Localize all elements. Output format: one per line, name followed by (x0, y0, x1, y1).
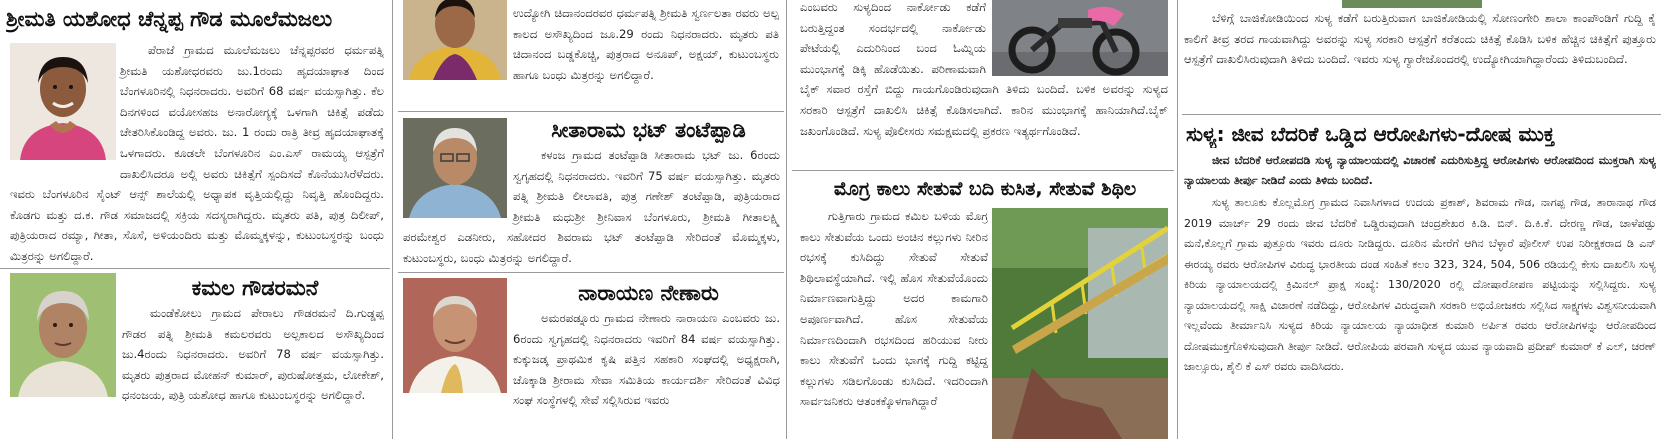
bridge-news-body (800, 206, 988, 439)
portrait-photo-kamala (10, 273, 116, 397)
obituary-text-narayana: ಅಮರಪಡ್ನೂರು ಗ್ರಾಮದ ನೇಣಾರು ನಾರಾಯಣ ಎಂಬವರು ಜು. 6ರಂದು ಸ್ವಗೃಹದಲ್ಲಿ ನಿಧನರಾದರು ಇವರಿಗೆ 84 ವರ್ಷ ವಯಸ್ಸಾಗಿತ್ತು. ಕುಕ್ಕುಜಡ್ಕ ಪ್ರಾಥಮಿಕ ಕೃಷಿ ಪತ್ತಿನ ಸಹಕಾರಿ ಸಂಘದಲ್ಲಿ ಅಧ್ಯಕ್ಷರಾಗಿ, ಚೊಕ್ಕಾಡಿ ಶ್ರೀರಾಮ ಸೇವಾ ಸಮಿತಿಯ ಕಾರ್ಯದರ್ಶಿ ಸೇರಿದಂತೆ ವಿವಿಧ ಸಂಘ ಸಂಸ್ಥೆಗಳಲ್ಲಿ ಸೇವೆ ಸಲ್ಲಿಸಿರುವ ಇವರು (513, 311, 780, 408)
column-3 (792, 0, 1174, 439)
obituary-text-yashodha: ಪೆರಾಜೆ ಗ್ರಾಮದ ಮೂಲೆಮಜಲು ಚೆನ್ನಪ್ಪರವರ ಧರ್ಮಪತ್ನಿ ಶ್ರೀಮತಿ ಯಶೋಧರವರು ಜು.1ರಂದು ಹೃದಯಾಘಾತ ದಿಂದ ಬೆಂಗಳೂರಿನಲ್ಲಿ ನಿಧನರಾದರು. ಅವರಿಗೆ 68 ವರ್ಷ ವಯಸ್ಸಾಗಿತ್ತು. ಕೆಲ ದಿನಗಳಿಂದ ವಯೋಸಹಜ ಅನಾರೋಗ್ಯಕ್ಕೆ ಒಳಗಾಗಿ ಚಿಕಿತ್ಸೆ ಪಡೆದು ಚೇತರಿಸಿಕೊಂಡಿದ್ದ ಅವರು. ಜು. 1 ರಂದು ರಾತ್ರಿ ತೀವ್ರ ಹೃದಯಾಘಾತಕ್ಕೆ ಒಳಗಾದರು. ಕೂಡಲೇ ಬೆಂಗಳೂರಿನ ಎಂ.ಎಸ್ ರಾಮಯ್ಯ ಆಸ್ಪತ್ರೆಗೆ ದಾಖಲಿಸಿದರೂ ಅಲ್ಲಿ ಅವರು ಚಿಕಿತ್ಸೆಗೆ ಸ್ಪಂದಿಸದೆ ಕೊನೆಯುಸಿರೆಳೆದರು. ಇವರು ಬೆಂಗಳೂರಿನ ಸೈಂಟ್ ಆನ್ಸ್ ಶಾಲೆಯಲ್ಲಿ ಅಧ್ಯಾಪಕ ವೃತ್ತಿಯಲ್ಲಿದ್ದು ನಿವೃತ್ತಿ ಹೊಂದಿದ್ದರು. ಕೊಡಗು ಮತ್ತು ದ.ಕ. ಗೌಡ ಸಮಾಜದಲ್ಲಿ ಸಕ್ರಿಯ ಸದಸ್ಯರಾಗಿದ್ದರು. ಮೃತರು ಪತಿ, ಪುತ್ರ ದಿಲೀಪ್, ಪುತ್ರಿಯರಾದ ರಮ್ಯಾ, ಗೀತಾ, ಸೊಸೆ, ಅಳಿಯಂದಿರು ಮತ್ತು ಮೊಮ್ಮಕ್ಕಳನ್ನು, ಕುಟುಂಬಸ್ಥರನ್ನು ಬಂಧು ಮಿತ್ರರನ್ನು ಅಗಲಿದ್ದಾರೆ. (10, 43, 384, 263)
column-1 (0, 0, 390, 439)
obituary-headline-seetharama: ಸೀತಾರಾಮ ಭಟ್ ತಂಟೆಪ್ಪಾಡಿ (551, 118, 746, 142)
photo-wrap-spacer (986, 0, 1168, 77)
photo-wrap-spacer (10, 40, 120, 164)
divider (398, 272, 784, 273)
portrait-photo-swarnalatha (403, 0, 507, 80)
obituary-body-kamala (122, 303, 384, 439)
elderly-woman-portrait-icon (10, 273, 116, 397)
column-2 (398, 0, 784, 439)
obituary-text-swarnalatha: ಉದ್ಯೋಗಿ ಚಿದಾನಂದರವರ ಧರ್ಮಪತ್ನಿ ಶ್ರೀಮತಿ ಸ್ವರ್ಣಲತಾ ರವರು ಅಲ್ಪ ಕಾಲದ ಅಸೌಖ್ಯದಿಂದ ಜೂ.29 ರಂದು ನಿಧನರಾದರು. ಮೃತರು ಪತಿ ಚಿದಾನಂದ ಬಡ್ಡಕೊಚ್ಚಿ, ಪುತ್ರರಾದ ಅನೂಪ್, ಅಕ್ಷಯ್, ಕುಟುಂಬಸ್ಥರು ಹಾಗೂ ಬಂಧು ಮಿತ್ರರನ್ನು ಅಗಲಿದ್ದಾರೆ. (513, 6, 779, 82)
woman-portrait-icon (403, 0, 507, 80)
accident-report-body (800, 0, 1168, 163)
road-accident-text: ಬೆಳಿಗ್ಗೆ ಬಾಜಿಕೋಡಿಯಿಂದ ಸುಳ್ಯ ಕಡೆಗೆ ಬರುತ್ತಿರುವಾಗ ಬಾಜಿಕೋಡಿಯಲ್ಲಿ ಸೋಣಂಗೇರಿ ಶಾಲಾ ಕಾಂಪೌಂಡಿಗೆ ಗುದ್ದಿ ಕೈ ಕಾಲಿಗೆ ತೀವ್ರ ತರದ ಗಾಯವಾಗಿದ್ದು ಅವರನ್ನು ಸುಳ್ಯ ಸರಕಾರಿ ಆಸ್ಪತ್ರೆಗೆ ಕರೆತಂದು ಚಿಕಿತ್ಸೆ ಕೊಡಿಸಿ ಬಳಿಕ ಹೆಚ್ಚಿನ ಚಿಕಿತ್ಸೆಗೆ ಪುತ್ತೂರು ಆಸ್ಪತ್ರೆಗೆ ದಾಖಲಿಸಿರುವುದಾಗಿ ತಿಳಿದು ಬಂದಿದೆ. ಇವರು ಸುಳ್ಯ ಗ್ಯಾರೇಜೊಂದರಲ್ಲಿ ಉದ್ಯೋಗಿಯಾಗಿದ್ದಾರೆಂದು ತಿಳಿದುಬಂದಿದೆ. (1184, 11, 1656, 67)
divider (0, 268, 390, 269)
obituary-headline-yashodha: ಶ್ರೀಮತಿ ಯಶೋಧ ಚೆನ್ನಪ್ಪ ಗೌಡ ಮೂಲೆಮಜಲು (6, 7, 333, 31)
court-verdict-body (1184, 193, 1656, 439)
divider (792, 170, 1174, 171)
bridge-photo (992, 208, 1168, 439)
column-4 (1182, 0, 1661, 439)
column-rule (392, 0, 393, 439)
obituary-body-narayana (403, 308, 780, 439)
column-rule (786, 0, 787, 439)
obituary-text-seetharama: ಕಳಂಜ ಗ್ರಾಮದ ತಂಟೆಪ್ಪಾಡಿ ಸೀತಾರಾಮ ಭಟ್ ಜು. 6ರಂದು ಸ್ವಗೃಹದಲ್ಲಿ ನಿಧನರಾದರು. ಇವರಿಗೆ 75 ವರ್ಷ ವಯಸ್ಸಾಗಿತ್ತು. ಮೃತರು ಪತ್ನಿ ಶ್ರೀಮತಿ ಲೀಲಾವತಿ, ಪುತ್ರ ಗಣೇಶ್ ತಂಟೆಪ್ಪಾಡಿ, ಪುತ್ರಿಯರಾದ ಶ್ರೀಮತಿ ಮಧುಶ್ರೀ ಶ್ರೀನಿವಾಸ ಬೆಂಗಳೂರು, ಶ್ರೀಮತಿ ಗೀತಾಲಕ್ಷ್ಮಿ ಪರಮೇಶ್ವರ ಎಡನೀರು, ಸಹೋದರ ಶಿವರಾಮ ಭಟ್ ತಂಟೆಪ್ಪಾಡಿ ಸೇರಿದಂತೆ ಮೊಮ್ಮಕ್ಕಳು, ಕುಟುಂಬಸ್ಥರು, ಬಂಧು ಮಿತ್ರರನ್ನು ಅಗಲಿದ್ದಾರೆ. (403, 148, 780, 265)
bridge-news-text: ಗುತ್ತಿಗಾರು ಗ್ರಾಮದ ಕಮಿಲ ಬಳಿಯ ಮೊಗ್ರ ಕಾಲು ಸೇತುವೆಯ ಒಂದು ಅಂಚಿನ ಕಲ್ಲುಗಳು ನೀರಿನ ರಭಸಕ್ಕೆ ಕುಸಿದಿದ್ದು ಸೇತುವೆ ಸೇತುವೆ ಶಿಥಿಲಾವಸ್ಥೆಯಾಗಿದೆ. ಇಲ್ಲಿ ಹೊಸ ಸೇತುವೆಯೊಂದು ನಿರ್ಮಾಣವಾಗುತ್ತಿದ್ದು ಅದರ ಕಾಮಗಾರಿ ಅಪೂರ್ಣವಾಗಿದೆ. ಹೊಸ ಸೇತುವೆಯ ನಿರ್ಮಾಣದಿಂದಾಗಿ ರಭಸದಿಂದ ಹರಿಯುವ ನೀರು ಕಾಲು ಸೇತುವೆಗೆ ಒಂದು ಭಾಗಕ್ಕೆ ಗುದ್ದಿ ಕಟ್ಟಿದ್ದ ಕಲ್ಲುಗಳು ಸಡಿಲಗೊಂಡು ಕುಸಿದಿದೆ. ಇದರಿಂದಾಗಿ ಸಾರ್ವಜನಿಕರು ಆತಂಕಕ್ಕೊಳಗಾಗಿದ್ದಾರೆ (800, 209, 988, 409)
obituary-body-seetharama (403, 145, 780, 269)
court-verdict-lead-text: ಜೀವ ಬೆದರಿಕೆ ಆರೋಪದಡಿ ಸುಳ್ಯ ನ್ಯಾಯಾಲಯದಲ್ಲಿ ವಿಚಾರಣೆ ಎದುರಿಸುತ್ತಿದ್ದ ಆರೋಪಿಗಳು ಆರೋಪದಿಂದ ಮುಕ್ತರಾಗಿ ಸುಳ್ಯ ನ್ಯಾಯಾಲಯ ತೀರ್ಪು ನೀಡಿದೆ ಎಂದು ತಿಳಿದು ಬಂದಿದೆ. (1184, 154, 1656, 187)
accident-report-text: ಎಂಬವರು ಸುಳ್ಯದಿಂದ ನಾರ್ಕೋಡು ಕಡೆಗೆ ಬರುತ್ತಿದ್ದಂತ ಸಂದರ್ಭದಲ್ಲಿ ನಾರ್ಕೋಡು ಪೇಟೆಯಲ್ಲಿ ಎದುರಿನಿಂದ ಬಂದ ಓಮ್ನಿಯ ಮುಂಭಾಗಕ್ಕೆ ಡಿಕ್ಕಿ ಹೊಡೆಯಿತು. ಪರಿಣಾಮವಾಗಿ ಬೈಕ್ ಸವಾರ ರಸ್ತೆಗೆ ಬಿದ್ದು ಗಾಯಗೊಂಡಿರುವುದಾಗಿ ತಿಳಿದು ಬಂದಿದೆ. ಬಳಿಕ ಅವರನ್ನು ಸುಳ್ಯದ ಸರಕಾರಿ ಆಸ್ಪತ್ರೆಗೆ ದಾಖಲಿಸಿ ಚಿಕಿತ್ಸೆ ಕೊಡಿಸಲಾಗಿದೆ. ಕಾರಿನ ಮುಂಭಾಗಕ್ಕೆ ಹಾನಿಯಾಗಿದೆ.ಬೈಕ್ ಜಖಂಗೊಂಡಿದೆ. ಸುಳ್ಯ ಪೊಲೀಸರು ಸಮಕ್ಷಮದಲ್ಲಿ ಪ್ರಕರಣ ಇತ್ಯರ್ಥಗೊಂಡಿದೆ. (800, 0, 1168, 138)
road-icon (1342, 0, 1482, 8)
photo-wrap-spacer (403, 308, 513, 394)
photo-wrap-spacer (403, 145, 513, 223)
divider (1182, 114, 1661, 115)
obituary-text-kamala: ಮಂಡೆಕೋಲು ಗ್ರಾಮದ ಪೇರಾಲು ಗೌಡರಮನೆ ದಿ.ಗುಡ್ಡಪ್ಪ ಗೌಡರ ಪತ್ನಿ ಶ್ರೀಮತಿ ಕಮಲರವರು ಅಲ್ಪಕಾಲದ ಅಸೌಖ್ಯದಿಂದ ಜು.4ರಂದು ನಿಧನರಾದರು. ಅವರಿಗೆ 78 ವರ್ಷ ವಯಸ್ಸಾಗಿತ್ತು. ಮೃತರು ಪುತ್ರರಾದ ಮೋಹನ್ ಕುಮಾರ್, ಪುರುಷೋತ್ತಮ, ಲೋಕೇಶ್, ಧನಂಜಯ, ಪುತ್ರಿ ಯಶೋಧ ಹಾಗೂ ಕುಟುಂಬಸ್ಥರನ್ನು ಅಗಲಿದ್ದಾರೆ. (122, 306, 384, 403)
court-verdict-text: ಸುಳ್ಯ ತಾಲೂಕು ಕೊಲ್ಲಮೊಗ್ರ ಗ್ರಾಮದ ನಿವಾಸಿಗಳಾದ ಉದಯ ಪ್ರಕಾಶ್, ಶಿವರಾಮ ಗೌಡ, ನಾಗಪ್ಪ ಗೌಡ, ತಾರಾನಾಥ ಗೌಡ 2019 ಮಾರ್ಚ್ 29 ರಂದು ಜೀವ ಬೆದರಿಕೆ ಒಡ್ಡಿರುವುದಾಗಿ ಚಂದ್ರಶೇಖರ ಕಿ.ಡಿ. ಬಿನ್. ದಿ.ಕಿ.ಕೆ. ದೇರಣ್ಣ ಗೌಡ, ಚಾಳೆಪಡ್ಪು ಮನೆ,ಕೊಲ್ಲಗೆ ಗ್ರಾಮ ಪುತ್ತೂರು ಇವರು ದೂರು ನೀಡಿದ್ದರು. ದೂರಿನ ಮೇರೆಗೆ ಆಗಿನ ಬೆಳ್ಳಾರೆ ಪೊಲೀಸ್ ಉಪ ನಿರೀಕ್ಷಕರಾದ ಡಿ ಎನ್ ಈರಯ್ಯ ರವರು ಆರೋಪಿಗಳ ವಿರುದ್ಧ ಭಾರತೀಯ ದಂಡ ಸಂಹಿತೆ ಕಲಂ 323, 324, 504, 506 ರಡಿಯಲ್ಲಿ ಕೇಸು ದಾಖಲಿಸಿ ಸುಳ್ಯ ಕಿರಿಯ ನ್ಯಾಯಾಲಯದಲ್ಲಿ ಕ್ರಿಮಿನಲ್ ಪ್ರಾಕ್ಷ ಸಂಖ್ಯೆ: 130/2020 ರಲ್ಲಿ ದೋಷಾರೋಪಣ ಪಟ್ಟಿಯನ್ನು ಸಲ್ಲಿಸಿದ್ದರು. ಸುಳ್ಯ ನ್ಯಾಯಾಲಯದಲ್ಲಿ ಸಾಕ್ಷಿ ವಿಚಾರಣೆ ನಡೆದಿದ್ದು, ಆರೋಪಿಗಳ ವಿರುದ್ಧವಾಗಿ ಸರಕಾರಿ ಅಭಿಯೋಜಕರು ಸಲ್ಲಿಸಿದ ಸಾಕ್ಷ್ಯಗಳು ವಿಶ್ವಸನೀಯವಾಗಿ ಇಲ್ಲವೆಂದು ತೀರ್ಮಾನಿಸಿ ಸುಳ್ಯದ ಕಿರಿಯ ನ್ಯಾಯಾಲಯ ನ್ಯಾಯಾಧೀಶ ಕುಮಾರಿ ಅರ್ಪಿತ ರವರು ಆರೋಪಿಗಳನ್ನು ಆರೋಪದಿಂದ ದೋಷಮುಕ್ತಗೊಳಿಸುವುದಾಗಿ ತೀರ್ಪು ನೀಡಿದೆ. ಆರೋಪಿಯ ಪರವಾಗಿ ಸುಳ್ಯದ ಯುವ ನ್ಯಾಯವಾದಿ ಪ್ರದೀಪ್ ಕುಮಾರ್ ಕೆ ಎಲ್, ಚರಣ್ ಜಾಲ್ಸೂರು, ಶೈಲಿ ಕೆ ಎಸ್ ರವರು ವಾದಿಸಿದರು. (1184, 196, 1656, 373)
obituary-headline-narayana: ನಾರಾಯಣ ನೇಣಾರು (578, 281, 719, 305)
bridge-news-headline: ಮೊಗ್ರ ಕಾಲು ಸೇತುವೆ ಬದಿ ಕುಸಿತ, ಸೇತುವೆ ಶಿಥಿಲ (833, 178, 1137, 200)
obituary-headline-kamala: ಕಮಲ ಗೌಡರಮನೆ (191, 276, 319, 300)
road-photo (1342, 0, 1482, 8)
footbridge-icon (992, 208, 1168, 439)
obituary-body-yashodha (10, 40, 384, 268)
court-verdict-headline: ಸುಳ್ಯ: ಜೀವ ಬೆದರಿಕೆ ಒಡ್ಡಿದ ಆರೋಪಿಗಳು-ದೋಷ ಮುಕ್ತ (1186, 122, 1555, 146)
obituary-body-swarnalatha (513, 3, 779, 105)
court-verdict-lead (1184, 151, 1656, 193)
road-accident-body (1184, 8, 1656, 112)
divider (398, 111, 784, 112)
column-rule (1177, 0, 1178, 439)
